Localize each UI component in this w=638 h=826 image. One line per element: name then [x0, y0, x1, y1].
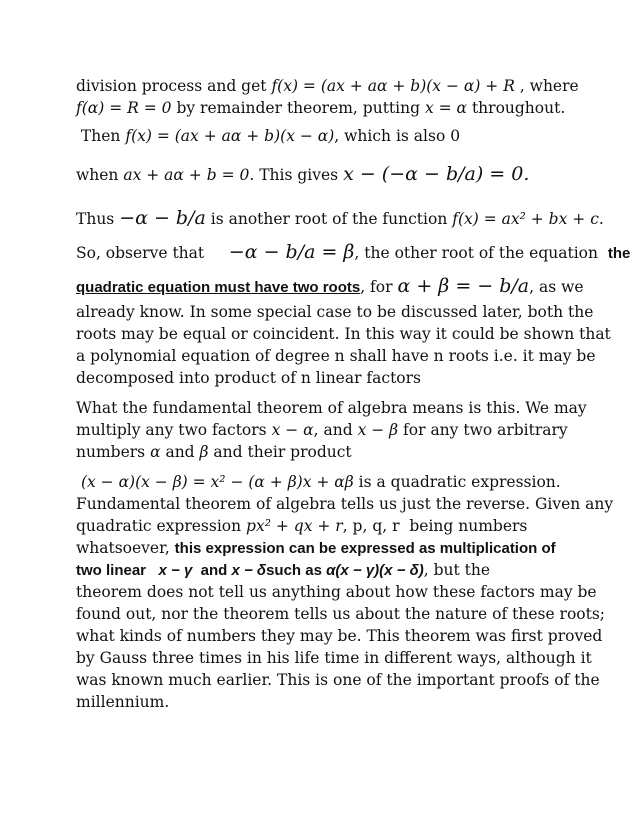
text-line [76, 420, 568, 440]
text-run: Fundamental theorem of algebra tells us just the reverse. Given any [76, 495, 614, 513]
text-run: the [607, 245, 631, 262]
text-run: α [150, 443, 161, 461]
text-line [76, 604, 605, 624]
text-line [76, 670, 600, 690]
text-run: multiply any two factors [76, 421, 272, 439]
text-run: −α − b/a [119, 207, 206, 229]
text-run: this expression can be expressed as multiplication of [174, 540, 556, 557]
text-run: is a quadratic expression. [353, 473, 561, 491]
text-run: throughout. [467, 99, 566, 117]
text-run: , where [514, 77, 579, 95]
text-run: , but the [423, 561, 491, 579]
text-run: , as we [529, 278, 584, 296]
text-run: , for [360, 278, 398, 296]
text-line [76, 208, 604, 229]
text-line [76, 346, 596, 366]
text-line [76, 164, 529, 185]
text-line [76, 126, 460, 146]
text-line [76, 560, 490, 581]
text-run: numbers [76, 443, 151, 461]
text-run: and [192, 562, 232, 579]
text-run: , p, q, r being numbers [342, 517, 528, 535]
text-run: , which is also 0 [334, 127, 461, 145]
text-run: already know. In some special case to be discussed later, both the [76, 303, 594, 321]
text-run: β [199, 443, 209, 461]
text-line [76, 538, 556, 559]
text-run: found out, nor the theorem tells us about the nature of these roots; [76, 605, 606, 623]
text-run: (x − α)(x − β) = x² − (α + β)x + αβ [80, 473, 354, 491]
text-run: α + β = − b/a [397, 275, 530, 297]
text-run: px² + qx + r [246, 517, 343, 535]
text-run: . This gives [249, 166, 344, 184]
text-run: for any two arbitrary [398, 421, 568, 439]
text-run: x = α [424, 99, 468, 117]
text-run: f(x) = ax² + bx + c [452, 210, 599, 228]
text-run: is another root of the function [205, 210, 453, 228]
text-run: , the other root of the equation [354, 244, 608, 262]
text-run: Thus [76, 210, 120, 228]
text-line [76, 494, 613, 514]
text-run: x − β [357, 421, 399, 439]
text-run: −α − b/a = β [228, 241, 355, 263]
text-line [76, 368, 421, 388]
text-line [76, 242, 630, 264]
text-run: f(α) = R = 0 [76, 99, 172, 117]
text-line [76, 398, 587, 418]
text-run: such as [266, 562, 327, 579]
text-run: α(x − γ)(x − δ) [326, 562, 424, 579]
text-run: x − δ [231, 562, 267, 579]
text-run: . [598, 210, 604, 228]
text-run: What the fundamental theorem of algebra means is this. We may [76, 399, 587, 417]
text-run: ax + aα + b = 0 [123, 166, 250, 184]
text-run: quadratic expression [76, 517, 247, 535]
text-run: division process and get [76, 77, 272, 95]
text-run: and their product [208, 443, 352, 461]
text-line [76, 76, 579, 96]
text-run: f(x) = (ax + aα + b)(x − α) + R [271, 77, 515, 95]
text-run: two linear [76, 562, 159, 579]
text-run: when [76, 166, 124, 184]
text-run: x − (−α − b/a) = 0. [343, 163, 530, 185]
text-run: by remainder theorem, putting [171, 99, 425, 117]
text-line [76, 692, 169, 712]
text-line [76, 324, 611, 344]
text-line [76, 582, 597, 602]
text-run: roots may be equal or coincident. In this way it could be shown that [76, 325, 611, 343]
text-line [76, 648, 592, 668]
text-line [76, 472, 561, 492]
text-run: f(x) = (ax + aα + b)(x − α) [125, 127, 335, 145]
text-run: whatsoever, [76, 539, 175, 557]
text-run: decomposed into product of n linear factors [76, 369, 422, 387]
text-line [76, 516, 527, 536]
text-line [76, 98, 565, 118]
text-line [76, 442, 352, 462]
text-run: theorem does not tell us anything about how these factors may be [76, 583, 597, 601]
text-run: was known much earlier. This is one of the important proofs of the [76, 671, 600, 689]
text-run: by Gauss three times in his life time in different ways, although it [76, 649, 592, 667]
text-run: x − α [271, 421, 314, 439]
text-line [76, 302, 593, 322]
text-run: millennium. [76, 693, 170, 711]
text-run: and [160, 443, 200, 461]
text-line [76, 276, 584, 298]
text-run: , and [313, 421, 358, 439]
text-run: Then [76, 127, 126, 145]
text-line [76, 626, 602, 646]
text-run: x − γ [158, 562, 193, 579]
text-run: a polynomial equation of degree n shall have n roots i.e. it may be [76, 347, 596, 365]
text-run: what kinds of numbers they may be. This theorem was first proved [76, 627, 603, 645]
text-run: quadratic equation must have two roots [76, 279, 361, 296]
text-run: So, observe that [76, 244, 229, 262]
